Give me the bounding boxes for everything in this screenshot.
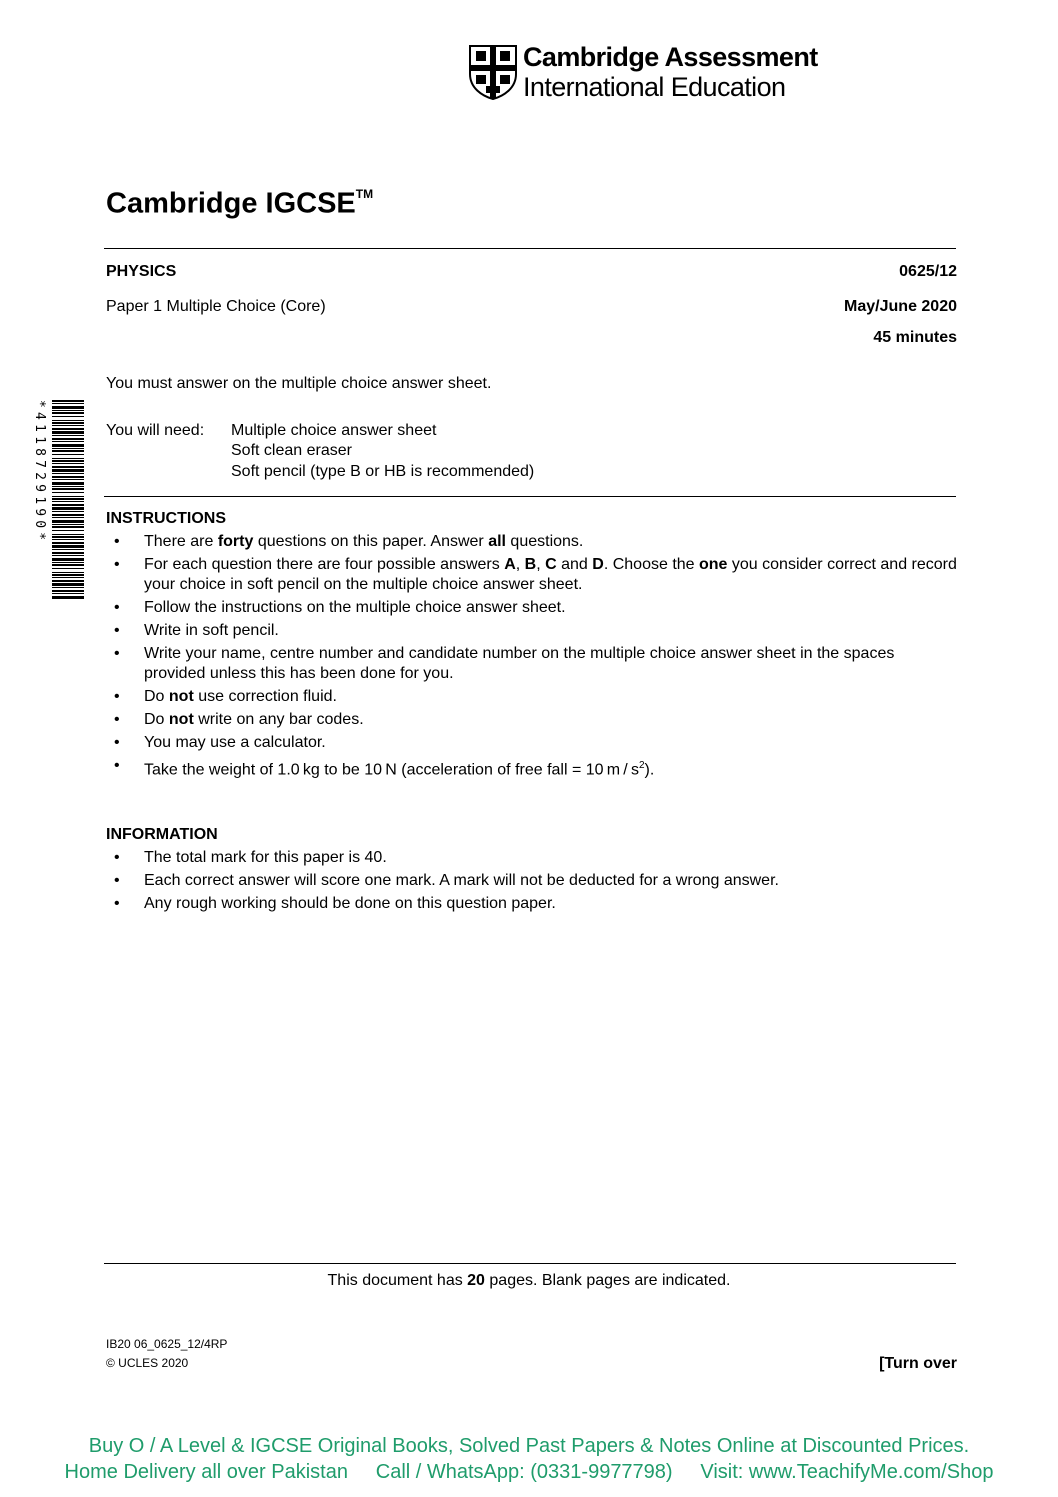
barcode-bar [52, 545, 84, 548]
copyright: © UCLES 2020 [106, 1356, 189, 1370]
barcode-bar [52, 450, 84, 452]
required-item: Multiple choice answer sheet [231, 422, 437, 439]
promo-line-2: Home Delivery all over Pakistan Call / WhatsApp: (0331-9977798) Visit: www.TeachifyMe.com/Shop [64, 1461, 994, 1483]
barcode-bar [52, 539, 84, 540]
instructions-list [106, 532, 958, 783]
org-name-line2: International Education [523, 72, 786, 102]
information-item: • Any rough working should be done on this question paper. [106, 894, 958, 914]
barcode-bar [52, 549, 84, 550]
barcode-bar [52, 425, 84, 426]
barcode-bar [52, 542, 84, 544]
instruction-item: • You may use a calculator. [106, 733, 958, 753]
subject: PHYSICS [106, 263, 177, 280]
trademark: TM [355, 187, 374, 201]
barcode-bar [52, 501, 84, 502]
divider [104, 1263, 956, 1264]
barcode-bar [52, 416, 84, 417]
barcode-bar [52, 438, 84, 440]
required-item: Soft pencil (type B or HB is recommended) [231, 463, 535, 480]
barcode-bar [52, 555, 84, 556]
exam-session: May/June 2020 [844, 298, 957, 315]
barcode-bar [52, 577, 84, 578]
barcode-bar [52, 428, 84, 430]
required-item: Soft clean eraser [231, 442, 352, 459]
you-will-need-label: You will need: [106, 422, 205, 439]
barcode-bar [52, 460, 84, 462]
barcode-bar [52, 403, 84, 404]
barcode-bar [52, 441, 84, 442]
barcode-bar [52, 590, 84, 592]
turn-over: [Turn over [879, 1355, 957, 1372]
cambridge-shield-logo [468, 44, 518, 100]
barcode-bar [52, 406, 84, 409]
information-item: • The total mark for this paper is 40. [106, 848, 958, 868]
instruction-item: • Follow the instructions on the multiple choice answer sheet. [106, 598, 958, 618]
barcode-bar [52, 514, 84, 516]
barcode-bar [52, 583, 84, 586]
barcode-number: *4118729190* [32, 400, 47, 545]
org-name-line1: Cambridge Assessment [523, 42, 818, 72]
barcode-bar [52, 568, 84, 569]
barcode-bar [52, 482, 84, 485]
barcode-bar [52, 596, 84, 599]
barcode-bar [52, 507, 84, 510]
answer-note: You must answer on the multiple choice answer sheet. [106, 375, 492, 392]
barcode-bar [52, 488, 84, 490]
barcode-bar [52, 534, 84, 535]
instruction-item: • Take the weight of 1.0 kg to be 10 N (acceleration of free fall = 10 m / $s^2$). [106, 756, 958, 780]
barcode-bar [52, 422, 84, 424]
information-list [106, 848, 958, 917]
duration: 45 minutes [873, 329, 957, 346]
barcode-bar [52, 558, 84, 561]
barcode-bar [52, 517, 84, 518]
barcode [52, 400, 84, 600]
instruction-item: • Write in soft pencil. [106, 621, 958, 641]
barcode-bar [52, 504, 84, 506]
instruction-item: • For each question there are four possible answers A, B, C and D. Choose the one you consider correct and record your choice in soft pencil on the multiple choice answer sheet. [106, 555, 958, 595]
barcode-bar [52, 530, 84, 531]
barcode-bar [52, 580, 84, 582]
barcode-bar [52, 400, 84, 402]
barcode-bar [52, 486, 84, 487]
divider [104, 248, 956, 249]
barcode-bar [52, 526, 84, 528]
barcode-bar [52, 466, 84, 468]
barcode-bar [52, 410, 84, 411]
divider [104, 496, 956, 497]
barcode-bar [52, 420, 84, 421]
barcode-bar [52, 435, 84, 436]
barcode-bar [52, 524, 84, 525]
barcode-bar [52, 552, 84, 554]
barcode-bar [52, 498, 84, 500]
instruction-item: • There are forty questions on this paper. Answer all questions. [106, 532, 958, 552]
instruction-item: • Do not write on any bar codes. [106, 710, 958, 730]
barcode-bar [52, 463, 84, 464]
barcode-bar [52, 587, 84, 588]
information-heading: INFORMATION [106, 826, 218, 843]
promo-line-1: Buy O / A Level & IGCSE Original Books, Solved Past Papers & Notes Online at Discounted Prices. [88, 1435, 970, 1457]
barcode-bar [52, 574, 84, 576]
barcode-bar [52, 496, 84, 497]
page-count-note: This document has 20 pages. Blank pages are indicated. [327, 1272, 731, 1289]
barcode-bar [52, 476, 84, 478]
barcode-bar [52, 448, 84, 449]
paper-code: 0625/12 [899, 263, 957, 280]
barcode-bar [52, 492, 84, 493]
document-reference: IB20 06_0625_12/4RP [106, 1337, 228, 1351]
barcode-bar [52, 473, 84, 474]
barcode-bar [52, 469, 84, 472]
barcode-bar [52, 454, 84, 455]
barcode-bar [52, 562, 84, 563]
barcode-bar [52, 458, 84, 459]
barcode-bar [52, 431, 84, 434]
barcode-bar [52, 536, 84, 538]
barcode-bar [52, 444, 84, 447]
instruction-item: • Write your name, centre number and candidate number on the multiple choice answer sheet in the spaces provided unless this has been done for you. [106, 644, 958, 684]
instruction-item: • Do not use correction fluid. [106, 687, 958, 707]
barcode-bar [52, 511, 84, 512]
barcode-bar [52, 520, 84, 523]
barcode-bar [52, 572, 84, 573]
paper-title: Paper 1 Multiple Choice (Core) [106, 298, 326, 315]
barcode-bar [52, 412, 84, 414]
barcode-bar [52, 564, 84, 566]
qualification-title: Cambridge IGCSE™ [106, 187, 374, 220]
barcode-bar [52, 593, 84, 594]
barcode-bar [52, 479, 84, 480]
instructions-heading: INSTRUCTIONS [106, 510, 226, 527]
information-item: • Each correct answer will score one mark. A mark will not be deducted for a wrong answer. [106, 871, 958, 891]
